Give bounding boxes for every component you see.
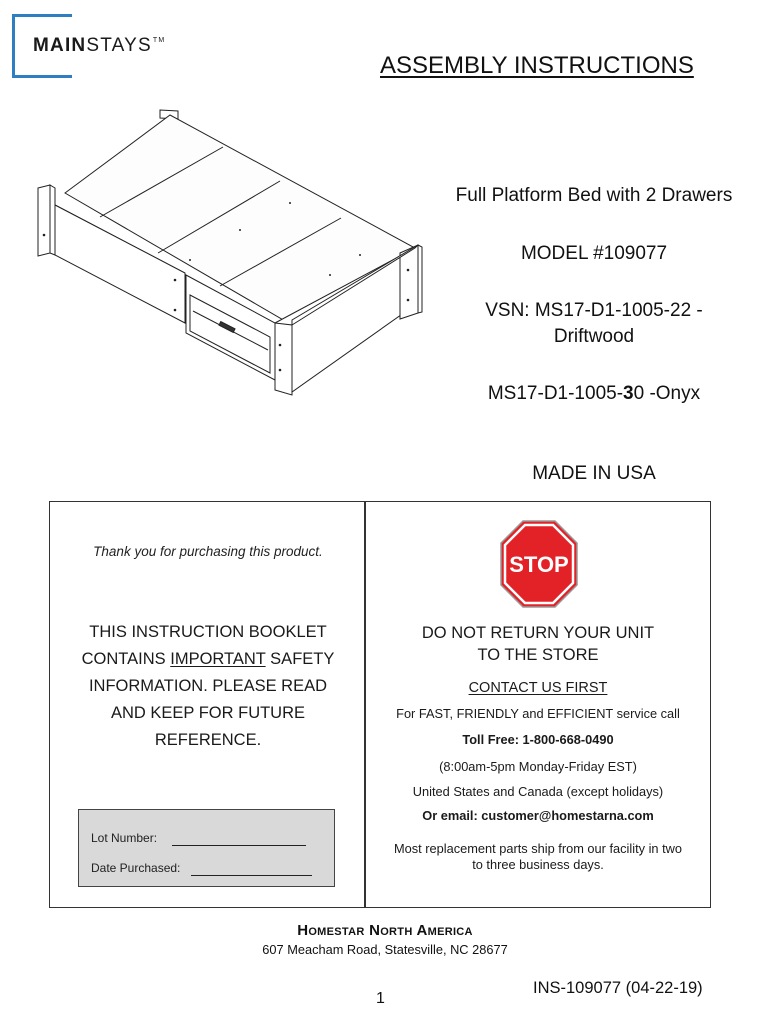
safety-line-3: INFORMATION. PLEASE READ <box>88 677 328 695</box>
trademark-mark: TM <box>152 37 166 44</box>
vsn-line-2: Driftwood <box>553 326 635 347</box>
bed-illustration <box>30 105 430 405</box>
company-name: Homestar North America <box>297 922 473 939</box>
stop-sign-icon <box>500 520 578 608</box>
made-in-label: MADE IN USA <box>532 463 656 484</box>
important-word: IMPORTANT <box>170 650 266 668</box>
service-countries: United States and Canada (except holidays) <box>412 784 664 799</box>
replacement-parts-note <box>366 841 710 873</box>
onyx-prefix: MS17-D1-1005- <box>487 383 624 404</box>
brand-logo <box>33 35 165 57</box>
stop-sign-text: STOP <box>509 552 569 577</box>
product-name: Full Platform Bed with 2 Drawers <box>455 185 733 206</box>
page-number: 1 <box>376 990 385 1007</box>
page-title: ASSEMBLY INSTRUCTIONS <box>380 52 694 79</box>
date-purchased-field[interactable] <box>191 875 312 876</box>
safety-line-2-post: SAFETY <box>265 650 335 668</box>
toll-free-number: Toll Free: 1-800-668-0490 <box>462 732 614 747</box>
safety-line-5: REFERENCE. <box>154 731 262 749</box>
vsn-line-1: VSN: MS17-D1-1005-22 - <box>485 300 703 321</box>
onyx-suffix: 0 -Onyx <box>633 383 701 404</box>
safety-line-4: AND KEEP FOR FUTURE <box>110 704 306 722</box>
logo-light-text: STAYS <box>86 35 152 56</box>
return-line-1: DO NOT RETURN YOUR UNIT <box>421 624 655 642</box>
logo-bold-text: MAIN <box>33 35 87 56</box>
service-hours: (8:00am-5pm Monday-Friday EST) <box>439 759 637 774</box>
support-email: Or email: customer@homestarna.com <box>422 808 654 823</box>
lot-number-label: Lot Number: <box>91 831 158 845</box>
onyx-variant <box>436 383 752 405</box>
thank-you-text: Thank you for purchasing this product. <box>93 544 323 559</box>
do-not-return-notice <box>366 622 710 666</box>
date-purchased-label: Date Purchased: <box>91 861 181 875</box>
model-number: MODEL #109077 <box>520 243 668 264</box>
document-id: INS-109077 (04-22-19) <box>533 979 703 997</box>
contact-us-heading: CONTACT US FIRST <box>468 680 608 696</box>
lot-number-field[interactable] <box>172 845 306 846</box>
service-call-text: For FAST, FRIENDLY and EFFICIENT service call <box>396 706 680 721</box>
parts-line-2: to three business days. <box>472 857 604 872</box>
safety-line-1: THIS INSTRUCTION BOOKLET <box>89 623 327 641</box>
onyx-bold-digit: 3 <box>623 383 634 404</box>
parts-line-1: Most replacement parts ship from our facility in two <box>393 841 683 856</box>
return-line-2: TO THE STORE <box>477 646 599 664</box>
safety-line-2-pre: CONTAINS <box>81 650 171 668</box>
company-address: 607 Meacham Road, Statesville, NC 28677 <box>262 942 508 957</box>
safety-notice <box>52 619 364 754</box>
safety-line-2 <box>52 646 364 673</box>
